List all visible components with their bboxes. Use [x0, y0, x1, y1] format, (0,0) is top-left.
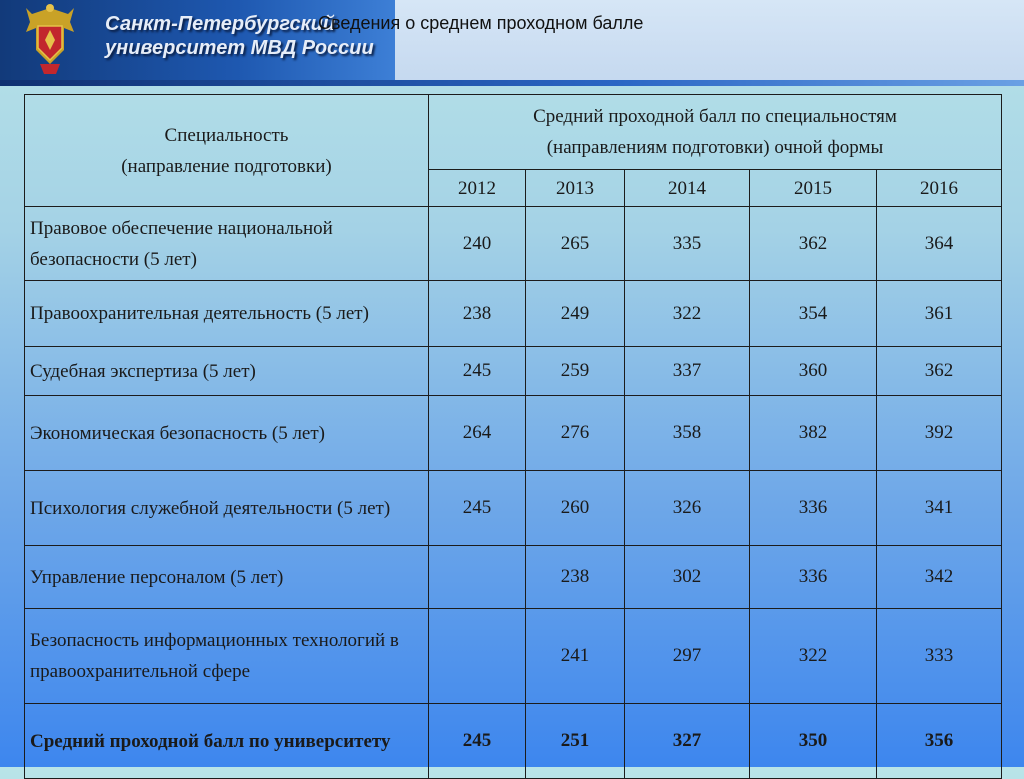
score-cell: 259: [526, 347, 625, 396]
table-total-row: [25, 704, 1002, 779]
specialty-name: Безопасность информационных технологий в правоохранительной сфере: [25, 609, 429, 704]
total-score-cell: 356: [877, 704, 1002, 779]
table-row: [25, 347, 1002, 396]
score-cell: 364: [877, 207, 1002, 281]
org-name-line2: университет МВД России: [105, 37, 374, 59]
table-row: [25, 207, 1002, 281]
score-cell: 302: [625, 546, 750, 609]
score-cell: 260: [526, 471, 625, 546]
score-cell: 335: [625, 207, 750, 281]
table-header-row: [25, 95, 1002, 170]
specialty-header-line1: Специальность: [164, 124, 289, 146]
score-cell: 342: [877, 546, 1002, 609]
specialty-column-header: [25, 95, 429, 207]
score-cell: 341: [877, 471, 1002, 546]
passing-score-table: [24, 94, 1002, 779]
score-cell: 240: [429, 207, 526, 281]
score-cell: 360: [750, 347, 877, 396]
specialty-name: Психология служебной деятельности (5 лет): [25, 471, 429, 546]
table-row: [25, 471, 1002, 546]
total-score-cell: 251: [526, 704, 625, 779]
slide-title: Сведения о среднем проходном балле: [318, 13, 644, 33]
score-cell: [429, 546, 526, 609]
year-header-2015: 2015: [750, 170, 877, 207]
score-cell: 336: [750, 471, 877, 546]
score-cell: [429, 609, 526, 704]
score-cell: 337: [625, 347, 750, 396]
specialty-header-line2: (направление подготовки): [121, 155, 332, 177]
specialty-name: Правоохранительная деятельность (5 лет): [25, 281, 429, 347]
score-cell: 238: [526, 546, 625, 609]
score-cell: 297: [625, 609, 750, 704]
year-header-2013: 2013: [526, 170, 625, 207]
total-label: Средний проходной балл по университету: [25, 704, 429, 779]
table-row: [25, 281, 1002, 347]
header-divider: [0, 80, 1024, 86]
score-cell: 362: [750, 207, 877, 281]
score-cell: 322: [625, 281, 750, 347]
year-header-2014: 2014: [625, 170, 750, 207]
score-group-header-line2: (направлениям подготовки) очной формы: [546, 137, 884, 158]
score-cell: 238: [429, 281, 526, 347]
slide-header: [0, 0, 1024, 86]
score-group-header-line1: Средний проходной балл по специальностям: [533, 106, 897, 127]
score-cell: 249: [526, 281, 625, 347]
score-cell: 276: [526, 396, 625, 471]
table-row: [25, 609, 1002, 704]
specialty-name: Правовое обеспечение национальной безопасности (5 лет): [25, 207, 429, 281]
year-header-2012: 2012: [429, 170, 526, 207]
table-row: [25, 396, 1002, 471]
score-cell: 326: [625, 471, 750, 546]
score-cell: 265: [526, 207, 625, 281]
specialty-name: Экономическая безопасность (5 лет): [25, 396, 429, 471]
table-row: [25, 546, 1002, 609]
score-cell: 358: [625, 396, 750, 471]
total-score-cell: 327: [625, 704, 750, 779]
total-score-cell: 350: [750, 704, 877, 779]
score-cell: 354: [750, 281, 877, 347]
score-cell: 322: [750, 609, 877, 704]
year-header-2016: 2016: [877, 170, 1002, 207]
org-name-line1: Санкт-Петербургский: [105, 13, 336, 35]
score-cell: 362: [877, 347, 1002, 396]
specialty-name: Судебная экспертиза (5 лет): [25, 347, 429, 396]
score-cell: 336: [750, 546, 877, 609]
score-cell: 382: [750, 396, 877, 471]
score-cell: 245: [429, 471, 526, 546]
emblem-icon: [22, 2, 78, 78]
specialty-name: Управление персоналом (5 лет): [25, 546, 429, 609]
score-cell: 361: [877, 281, 1002, 347]
score-cell: 241: [526, 609, 625, 704]
score-cell: 245: [429, 347, 526, 396]
score-cell: 333: [877, 609, 1002, 704]
score-cell: 264: [429, 396, 526, 471]
score-cell: 392: [877, 396, 1002, 471]
score-group-header: [429, 95, 1002, 170]
total-score-cell: 245: [429, 704, 526, 779]
